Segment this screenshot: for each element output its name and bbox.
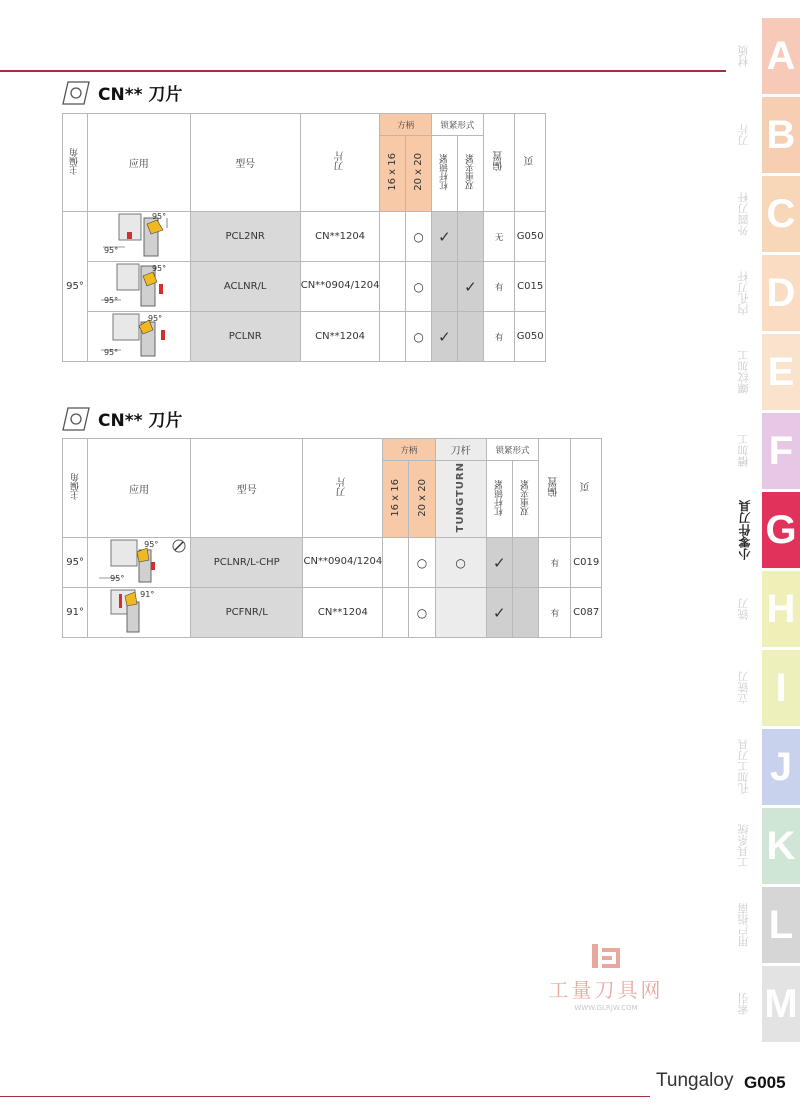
watermark xyxy=(536,942,676,1012)
side-tab-m[interactable] xyxy=(734,966,800,1042)
spec-table-1 xyxy=(62,113,546,362)
figure-angle-label: 95° xyxy=(147,314,163,323)
side-tab-label: 刀片 xyxy=(737,124,750,146)
figure-angle-label: 95° xyxy=(110,574,125,583)
spec-table-2 xyxy=(62,438,602,638)
side-tab-e[interactable] xyxy=(734,334,800,410)
double-clamp-cell xyxy=(513,538,539,588)
watermark-url: WWW.GLRJW.COM xyxy=(574,1004,638,1012)
header-insert: 刀片 xyxy=(303,439,383,538)
page-ref-link[interactable]: C015 xyxy=(515,262,546,312)
header-shank-20: 20 x 20 xyxy=(406,136,432,212)
shank20-cell: ○ xyxy=(406,312,432,362)
side-tab-letter: C xyxy=(762,176,800,252)
lever-clamp-cell xyxy=(431,262,457,312)
side-tab-label: 用户指南 xyxy=(737,903,750,947)
double-clamp-cell xyxy=(457,212,483,262)
lever-clamp-cell: ✓ xyxy=(431,312,457,362)
application-figure xyxy=(87,262,190,312)
header-shank-16: 16 x 16 xyxy=(383,461,409,538)
table-row xyxy=(63,538,602,588)
header-page: 页 xyxy=(571,439,602,538)
figure-angle-label: 95° xyxy=(103,246,119,255)
table-row xyxy=(63,262,546,312)
page-ref-link[interactable]: C019 xyxy=(571,538,602,588)
shank20-cell: ○ xyxy=(409,538,435,588)
figure-angle-label: 95° xyxy=(151,264,167,273)
header-model: 型号 xyxy=(190,439,303,538)
shank20-cell: ○ xyxy=(406,212,432,262)
figure-angle-label: 95° xyxy=(151,212,167,221)
offset-cell: 有 xyxy=(539,588,571,638)
header-offset: 偏置 xyxy=(483,114,514,212)
side-tab-label: 索引 xyxy=(737,993,750,1015)
header-model: 型号 xyxy=(190,114,300,212)
side-tab-c[interactable] xyxy=(734,176,800,252)
section-title-1 xyxy=(62,80,182,105)
side-tab-letter: D xyxy=(762,255,800,331)
offset-cell: 有 xyxy=(483,312,514,362)
side-tab-f[interactable] xyxy=(734,413,800,489)
side-tab-j[interactable] xyxy=(734,729,800,805)
double-clamp-cell: ✓ xyxy=(457,262,483,312)
header-bar: 刀杆 xyxy=(435,439,486,461)
header-application: 应用 xyxy=(88,439,191,538)
shank16-cell xyxy=(380,262,406,312)
shank20-cell: ○ xyxy=(409,588,435,638)
insert-cell: CN**0904/1204 xyxy=(300,262,380,312)
page-ref-link[interactable]: C087 xyxy=(571,588,602,638)
side-tab-label: 铣刀 xyxy=(737,598,750,620)
model-cell: PCLNR xyxy=(190,312,300,362)
double-clamp-cell xyxy=(513,588,539,638)
side-tab-label: 外圆刀杆 xyxy=(737,192,750,236)
side-tab-h[interactable] xyxy=(734,571,800,647)
side-tab-label: 螺纹加工 xyxy=(737,350,750,394)
section-title-text: CN** 刀片 xyxy=(98,85,183,105)
double-clamp-cell xyxy=(457,312,483,362)
shank16-cell xyxy=(380,312,406,362)
offset-cell: 有 xyxy=(483,262,514,312)
side-tab-letter: M xyxy=(762,966,800,1042)
side-tab-letter: L xyxy=(762,887,800,963)
insert-shape-icon xyxy=(62,81,90,105)
application-figure xyxy=(87,312,190,362)
header-double-clamp: 双重夹紧 xyxy=(513,461,539,538)
side-tab-label: 内孔刀杆 xyxy=(737,271,750,315)
header-page: 页 xyxy=(515,114,546,212)
shank16-cell xyxy=(383,538,409,588)
side-tab-letter: J xyxy=(762,729,800,805)
header-shank-16: 16 x 16 xyxy=(380,136,406,212)
insert-cell: CN**0904/1204 xyxy=(303,538,383,588)
header-shank-20: 20 x 20 xyxy=(409,461,435,538)
side-tab-letter: K xyxy=(762,808,800,884)
side-tab-label: 立铣刀 xyxy=(737,671,750,705)
angle-cell: 95° xyxy=(63,212,88,362)
table-row xyxy=(63,212,546,262)
lever-clamp-cell: ✓ xyxy=(486,588,512,638)
side-tab-label: 小零件刀具 xyxy=(738,500,752,560)
header-application: 应用 xyxy=(87,114,190,212)
model-cell: PCLNR/L-CHP xyxy=(190,538,303,588)
application-figure xyxy=(88,588,191,638)
footer-brand: Tungaloy xyxy=(656,1070,734,1091)
side-tab-letter: H xyxy=(762,571,800,647)
offset-cell: 有 xyxy=(539,538,571,588)
side-tab-label: 孔加工刀具 xyxy=(737,739,750,795)
header-insert: 刀片 xyxy=(300,114,380,212)
header-clamp: 锁紧形式 xyxy=(431,114,483,136)
side-tab-label: 工具系统 xyxy=(737,824,750,868)
model-cell: PCFNR/L xyxy=(190,588,303,638)
model-cell: ACLNR/L xyxy=(190,262,300,312)
page-ref-link[interactable]: G050 xyxy=(515,212,546,262)
header-double-clamp: 双重夹紧 xyxy=(457,136,483,212)
insert-cell: CN**1204 xyxy=(303,588,383,638)
watermark-logo-icon xyxy=(586,942,626,972)
tungturn-logo: TUNGTURN xyxy=(435,461,486,538)
side-tab-letter: A xyxy=(762,18,800,94)
bar-cell: ○ xyxy=(435,538,486,588)
insert-cell: CN**1204 xyxy=(300,312,380,362)
header-offset: 偏置 xyxy=(539,439,571,538)
side-tab-label: 槽加工 xyxy=(737,434,750,468)
header-lever-clamp: 杠杆锁紧 xyxy=(431,136,457,212)
header-shank: 方柄 xyxy=(383,439,435,461)
figure-angle-label: 95° xyxy=(103,348,119,357)
side-tab-letter: I xyxy=(762,650,800,726)
lever-clamp-cell: ✓ xyxy=(431,212,457,262)
header-clamp: 锁紧形式 xyxy=(486,439,539,461)
top-rule xyxy=(0,70,726,72)
table-row xyxy=(63,588,602,638)
figure-angle-label: 95° xyxy=(103,296,119,305)
side-tab-a[interactable] xyxy=(734,18,800,94)
side-tab-k[interactable] xyxy=(734,808,800,884)
side-tab-b[interactable] xyxy=(734,97,800,173)
page-ref-link[interactable]: G050 xyxy=(515,312,546,362)
side-tab-g[interactable] xyxy=(734,492,800,568)
side-tab-i[interactable] xyxy=(734,650,800,726)
figure-angle-label: 91° xyxy=(140,590,155,599)
side-tab-label: 材质 xyxy=(737,45,750,67)
header-lever-clamp: 杠杆锁紧 xyxy=(486,461,512,538)
bottom-rule xyxy=(0,1096,650,1097)
insert-shape-icon xyxy=(62,407,90,431)
section-title-text: CN** 刀片 xyxy=(98,411,183,431)
watermark-text: 工量刀具网 xyxy=(548,978,664,1002)
angle-cell: 91° xyxy=(63,588,88,638)
side-tab-letter: F xyxy=(762,413,800,489)
header-angle: 主偏角 xyxy=(63,439,88,538)
table-row xyxy=(63,312,546,362)
lever-clamp-cell: ✓ xyxy=(486,538,512,588)
shank20-cell: ○ xyxy=(406,262,432,312)
header-shank: 方柄 xyxy=(380,114,431,136)
header-angle: 主偏角 xyxy=(63,114,88,212)
side-tab-letter: B xyxy=(762,97,800,173)
figure-angle-label: 95° xyxy=(144,540,159,549)
side-tab-d[interactable] xyxy=(734,255,800,331)
application-figure xyxy=(87,212,190,262)
offset-cell: 无 xyxy=(483,212,514,262)
application-figure xyxy=(88,538,191,588)
shank16-cell xyxy=(380,212,406,262)
bar-cell xyxy=(435,588,486,638)
side-tab-l[interactable] xyxy=(734,887,800,963)
insert-cell: CN**1204 xyxy=(300,212,380,262)
model-cell: PCL2NR xyxy=(190,212,300,262)
section-title-2 xyxy=(62,406,182,431)
shank16-cell xyxy=(383,588,409,638)
angle-cell: 95° xyxy=(63,538,88,588)
side-tab-letter: E xyxy=(762,334,800,410)
side-tab-letter: G xyxy=(762,492,800,568)
footer-page-number: G005 xyxy=(744,1073,786,1092)
